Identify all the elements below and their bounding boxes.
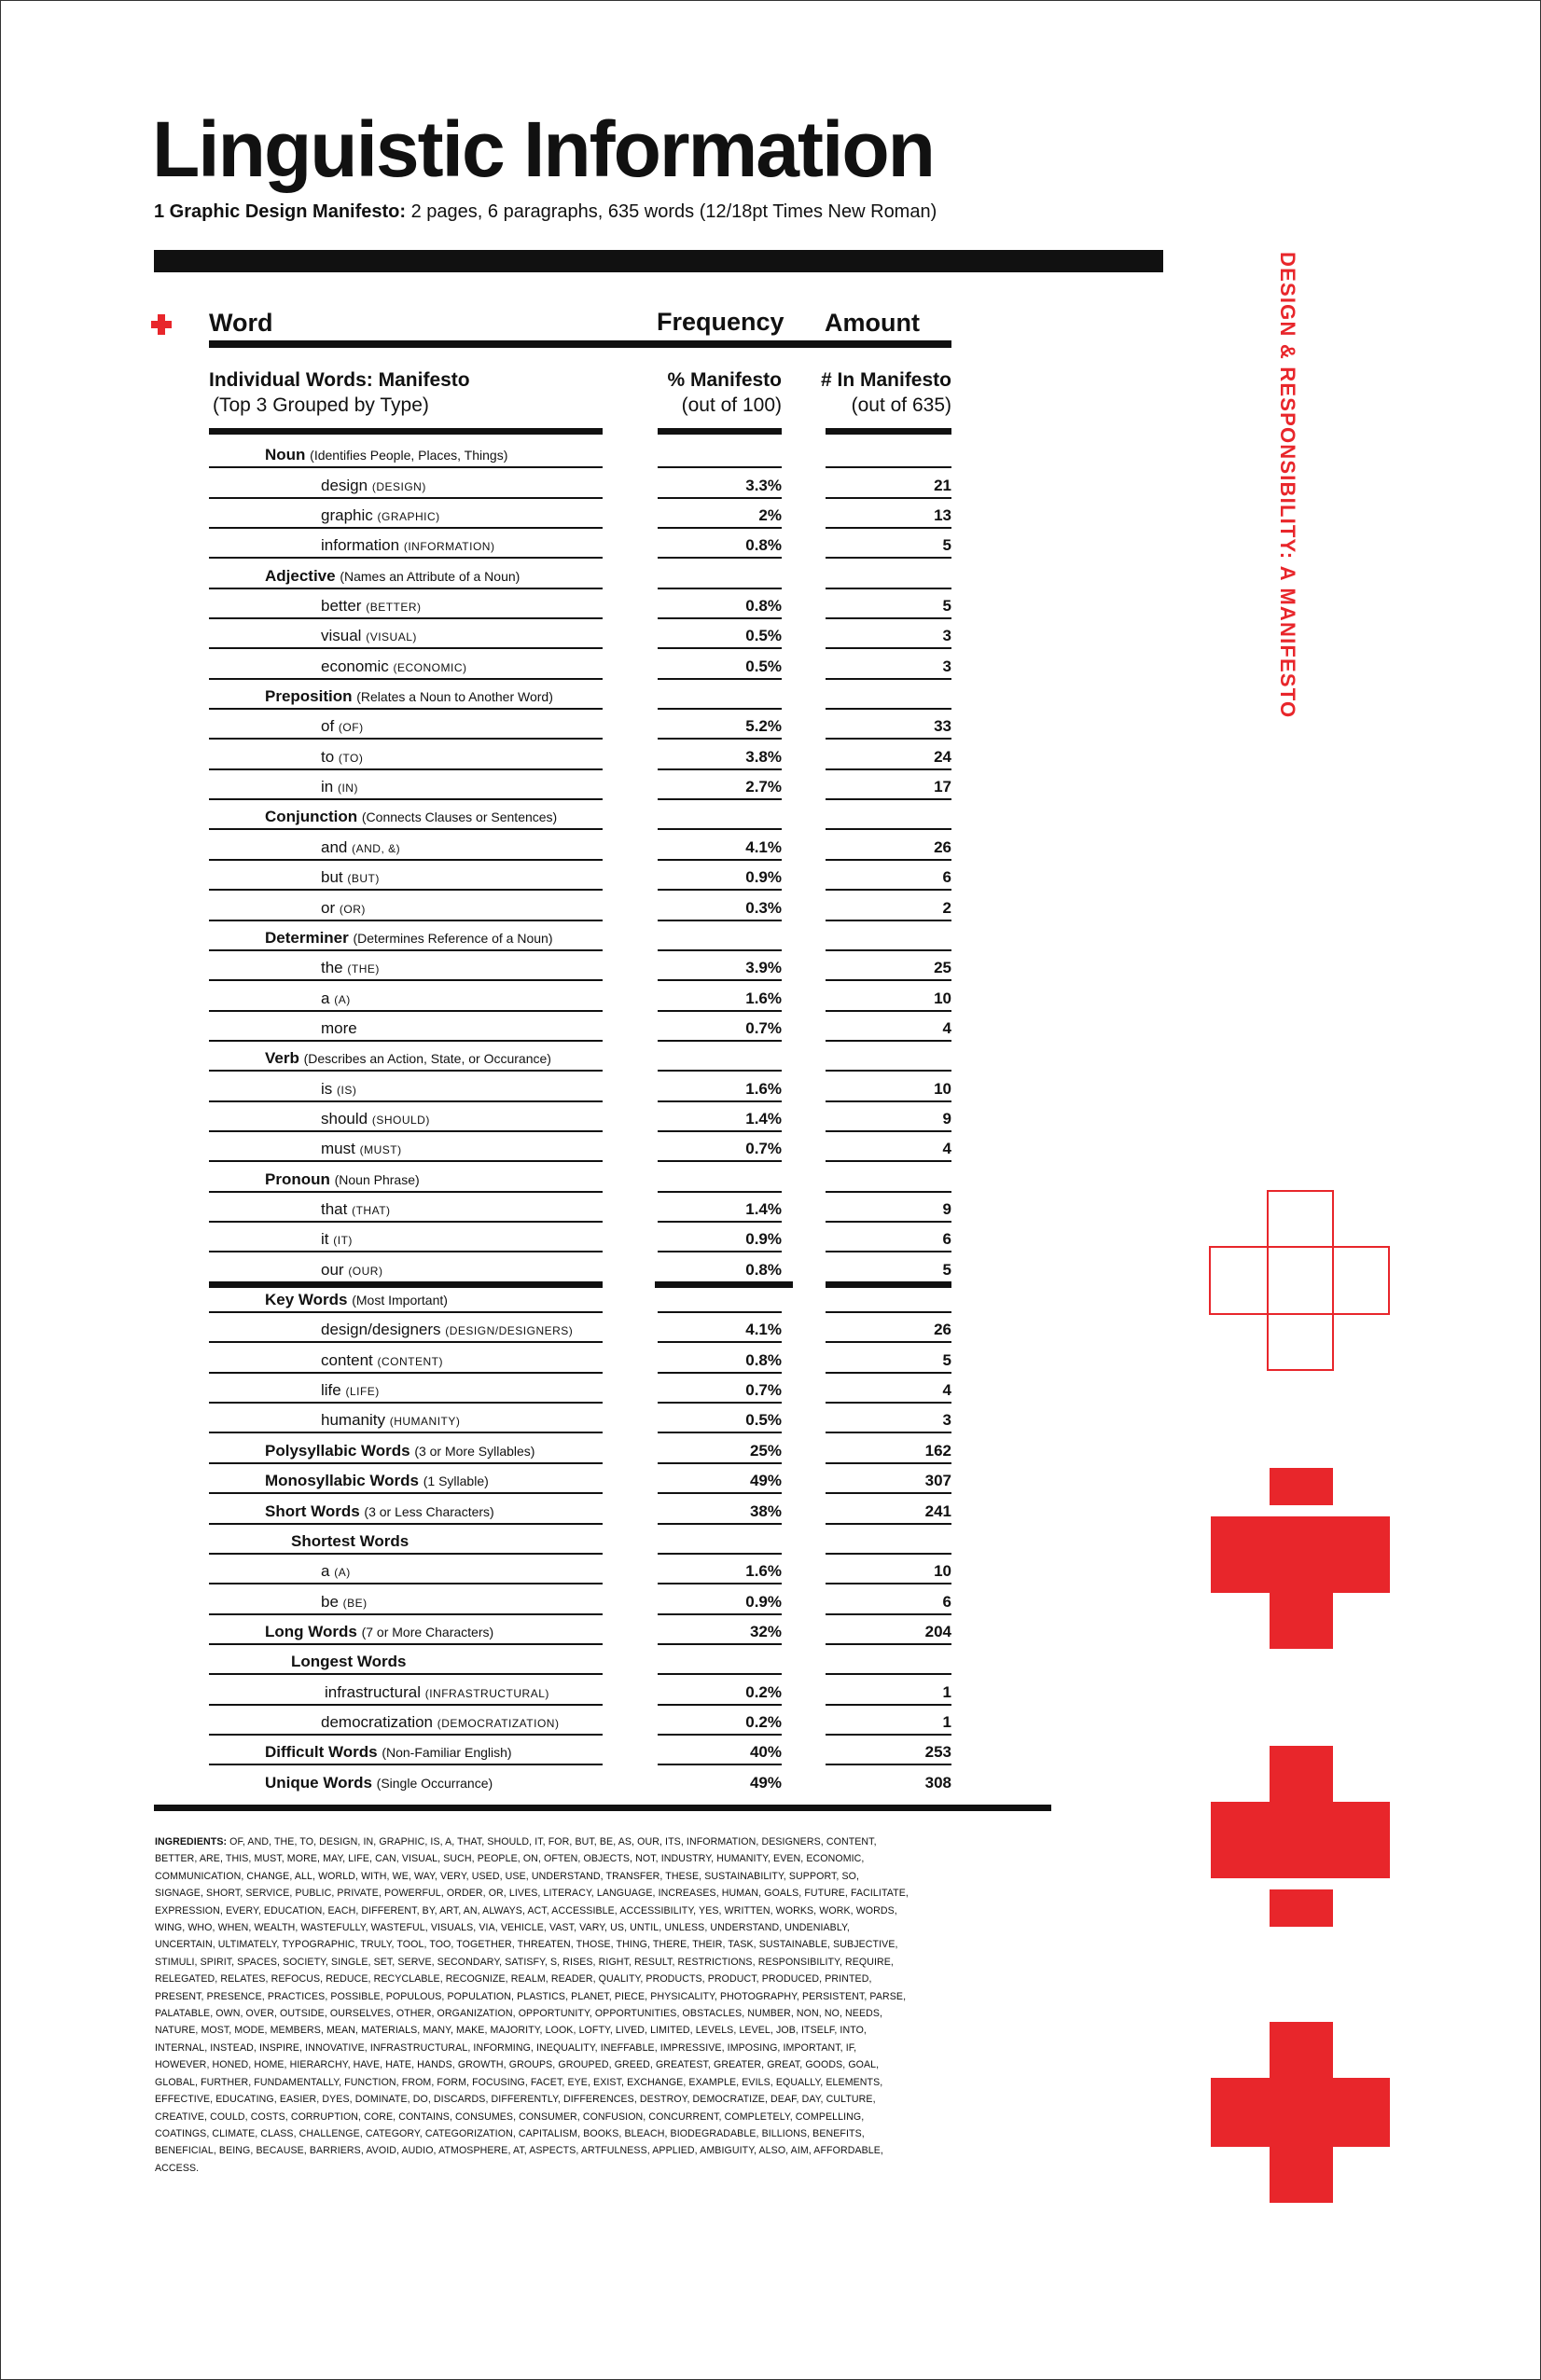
word-name: but: [321, 868, 343, 887]
amount-value: 6: [942, 1592, 951, 1611]
subheader-amount: [802, 367, 951, 419]
table-row: [0, 680, 961, 710]
word-name: Polysyllabic Words: [265, 1441, 410, 1460]
row-label: [321, 838, 400, 857]
table-row: [0, 1344, 961, 1374]
word-description: (Single Occurrance): [376, 1775, 493, 1791]
percent-value: 49%: [749, 1773, 782, 1792]
subheader-word-title: Individual Words: Manifesto: [209, 369, 470, 391]
subtitle-bold: 1 Graphic Design Manifesto:: [154, 201, 407, 222]
percent-value: 0.8%: [745, 597, 782, 616]
word-name: to: [321, 747, 335, 766]
row-label: [321, 1080, 356, 1099]
table-row: [0, 1555, 961, 1584]
table-row: [0, 559, 961, 588]
word-name: more: [321, 1018, 357, 1037]
row-label: [321, 1593, 368, 1612]
word-description: (1 Syllable): [423, 1474, 489, 1489]
table-row: [0, 861, 961, 891]
amount-value: 10: [934, 989, 951, 1007]
percent-value: 49%: [749, 1472, 782, 1490]
percent-value: 0.8%: [745, 1350, 782, 1369]
table-row: [0, 1494, 961, 1524]
table-row: [0, 1223, 961, 1252]
table-row: [0, 770, 961, 800]
table-row: [0, 800, 961, 830]
word-name: is: [321, 1079, 333, 1098]
word-description: (Noun Phrase): [334, 1171, 420, 1187]
header-rule: [209, 340, 951, 348]
percent-value: 5.2%: [745, 717, 782, 736]
word-form: (DESIGN): [371, 479, 426, 493]
subheader-frequency: [653, 367, 782, 419]
amount-value: 6: [942, 1230, 951, 1249]
row-label: [321, 1351, 443, 1370]
percent-value: 1.4%: [745, 1109, 782, 1128]
row-label: [265, 1170, 420, 1189]
table-row: [0, 1313, 961, 1343]
section-rule-amount: [826, 428, 951, 435]
table-row: [0, 1434, 961, 1464]
amount-value: 21: [934, 476, 951, 494]
percent-value: 4.1%: [745, 1321, 782, 1339]
table-row: [0, 831, 961, 861]
word-name: Adjective: [265, 566, 336, 585]
word-form: (DESIGN/DESIGNERS): [445, 1324, 574, 1338]
row-label: [321, 1140, 402, 1158]
word-name: and: [321, 837, 348, 856]
word-form: (OR): [339, 902, 366, 916]
side-title: [1273, 252, 1305, 718]
word-form: (THE): [347, 962, 380, 976]
amount-value: 10: [934, 1562, 951, 1581]
row-label: [291, 1653, 406, 1671]
row-label: [265, 929, 553, 948]
word-name: that: [321, 1200, 348, 1219]
word-form: (BUT): [347, 872, 380, 886]
percent-value: 25%: [749, 1441, 782, 1460]
table-row: [0, 710, 961, 740]
word-form: (CONTENT): [377, 1354, 443, 1368]
row-label: [321, 597, 422, 616]
table-row: [0, 438, 961, 468]
percent-value: 2.7%: [745, 778, 782, 796]
row-label: [321, 1019, 357, 1038]
amount-value: 241: [924, 1501, 951, 1520]
word-form: (SHOULD): [371, 1113, 430, 1127]
row-label: [291, 1532, 409, 1551]
table-row: [0, 740, 961, 770]
word-name: Difficult Words: [265, 1743, 378, 1762]
table-row: [0, 1675, 961, 1705]
word-name: the: [321, 959, 343, 977]
word-name: Unique Words: [265, 1773, 372, 1792]
table-row: [0, 1765, 961, 1795]
table-row: [0, 1132, 961, 1162]
percent-value: 1.6%: [745, 1562, 782, 1581]
table-row: [0, 921, 961, 951]
word-form: (DEMOCRATIZATION): [437, 1716, 560, 1730]
word-form: (MUST): [359, 1143, 402, 1157]
word-form: (GRAPHIC): [377, 509, 440, 523]
amount-value: 1: [942, 1712, 951, 1731]
amount-value: 253: [924, 1743, 951, 1762]
ingredients-label: INGREDIENTS:: [155, 1836, 228, 1847]
word-description: (7 or More Characters): [361, 1624, 494, 1640]
table-row: [0, 499, 961, 529]
amount-value: 3: [942, 627, 951, 645]
table-row: [0, 1283, 961, 1313]
percent-value: 1.4%: [745, 1200, 782, 1219]
percent-value: 1.6%: [745, 989, 782, 1007]
subheader-frequency-title: % Manifesto: [667, 369, 782, 391]
row-label: [321, 899, 366, 918]
percent-value: 0.8%: [745, 536, 782, 555]
table-row: [0, 1072, 961, 1101]
percent-value: 0.8%: [745, 1260, 782, 1279]
table-row: [0, 1525, 961, 1555]
percent-value: 0.7%: [745, 1140, 782, 1158]
row-label: [265, 1049, 551, 1068]
red-plus-icon: [151, 314, 172, 335]
subheader-frequency-note: (out of 100): [681, 394, 782, 417]
percent-value: 38%: [749, 1501, 782, 1520]
amount-value: 5: [942, 1260, 951, 1279]
row-label: [321, 1261, 382, 1280]
page-subtitle: [154, 201, 937, 223]
row-label: [265, 808, 557, 826]
amount-value: 3: [942, 657, 951, 675]
row-label: [321, 1200, 391, 1219]
row-label: [321, 536, 494, 555]
row-label: [321, 657, 467, 676]
table-row: [0, 981, 961, 1011]
red-cross-icon-2: [1211, 1746, 1390, 1927]
amount-value: 4: [942, 1140, 951, 1158]
word-name: or: [321, 898, 336, 917]
word-name: information: [321, 536, 400, 555]
table-row: [0, 1464, 961, 1494]
row-label: [321, 748, 363, 767]
word-name: Preposition: [265, 687, 353, 706]
word-description: (Describes an Action, State, or Occurance): [303, 1051, 551, 1067]
amount-value: 6: [942, 868, 951, 887]
word-name: better: [321, 597, 362, 616]
amount-value: 204: [924, 1622, 951, 1640]
amount-value: 2: [942, 898, 951, 917]
table-row: [0, 1615, 961, 1645]
row-label: [321, 989, 351, 1008]
word-name: Long Words: [265, 1622, 357, 1640]
word-name: in: [321, 778, 334, 796]
table-row: [0, 1404, 961, 1433]
table-row: [0, 1736, 961, 1765]
amount-value: 25: [934, 959, 951, 977]
word-name: humanity: [321, 1411, 385, 1430]
word-name: Determiner: [265, 928, 349, 947]
word-description: (Connects Clauses or Sentences): [361, 809, 558, 825]
table-row: [0, 891, 961, 920]
percent-value: 0.5%: [745, 627, 782, 645]
row-label: [265, 446, 507, 464]
percent-value: 0.9%: [745, 1230, 782, 1249]
word-form: (OUR): [348, 1264, 383, 1278]
word-description: (Non-Familiar English): [382, 1745, 512, 1761]
table-row: [0, 529, 961, 559]
word-form: (IT): [333, 1234, 353, 1248]
amount-value: 3: [942, 1411, 951, 1430]
word-form: (IN): [337, 782, 358, 796]
amount-value: 5: [942, 597, 951, 616]
word-form: (THAT): [352, 1204, 391, 1218]
row-label: [321, 868, 380, 887]
percent-value: 1.6%: [745, 1079, 782, 1098]
word-name: democratization: [321, 1712, 434, 1731]
word-description: (3 or Less Characters): [364, 1503, 494, 1519]
amount-value: 9: [942, 1109, 951, 1128]
word-name: Key Words: [265, 1291, 348, 1309]
word-name: life: [321, 1381, 341, 1400]
amount-value: 33: [934, 717, 951, 736]
word-form: (A): [334, 1566, 351, 1580]
table-row: [0, 951, 961, 981]
word-form: (BETTER): [366, 601, 422, 615]
word-name: economic: [321, 657, 389, 675]
row-label: [321, 1562, 351, 1581]
percent-value: 0.9%: [745, 868, 782, 887]
word-form: (INFRASTRUCTURAL): [424, 1686, 549, 1700]
word-name: Conjunction: [265, 808, 358, 826]
table-row: [0, 1374, 961, 1404]
row-label: [265, 1291, 448, 1309]
percent-value: 0.5%: [745, 1411, 782, 1430]
row-label: [321, 477, 426, 495]
percent-value: 3.3%: [745, 476, 782, 494]
percent-value: 2%: [758, 505, 782, 524]
row-label: [321, 717, 364, 736]
word-name: infrastructural: [325, 1682, 421, 1701]
top-rule: [154, 250, 1163, 272]
row-label: [321, 1713, 559, 1732]
subheader-word-note: (Top 3 Grouped by Type): [213, 394, 429, 417]
word-name: Noun: [265, 446, 306, 464]
word-form: (IS): [337, 1083, 357, 1097]
word-name: must: [321, 1140, 355, 1158]
amount-value: 24: [934, 747, 951, 766]
percent-value: 4.1%: [745, 837, 782, 856]
table-row: [0, 619, 961, 649]
row-label: [265, 1774, 493, 1792]
table-row: [0, 649, 961, 679]
amount-value: 10: [934, 1079, 951, 1098]
word-name: graphic: [321, 505, 373, 524]
word-name: a: [321, 1562, 330, 1581]
word-form: (BE): [342, 1596, 368, 1610]
header-frequency: Frequency: [657, 308, 784, 336]
word-name: it: [321, 1230, 329, 1249]
amount-value: 4: [942, 1381, 951, 1400]
percent-value: 3.8%: [745, 747, 782, 766]
word-name: Longest Words: [291, 1653, 407, 1671]
table-row: [0, 1584, 961, 1614]
table-row: [0, 1706, 961, 1736]
page-title: Linguistic Information: [152, 105, 934, 193]
word-name: visual: [321, 627, 362, 645]
section-rule-frequency: [658, 428, 782, 435]
word-name: of: [321, 717, 335, 736]
amount-value: 4: [942, 1018, 951, 1037]
bottom-rule: [154, 1805, 1051, 1811]
table-row: [0, 589, 961, 619]
word-name: Shortest Words: [291, 1531, 410, 1550]
table-row: [0, 1102, 961, 1132]
word-form: (A): [334, 992, 351, 1006]
word-name: Short Words: [265, 1501, 360, 1520]
word-name: should: [321, 1109, 368, 1128]
amount-value: 26: [934, 1321, 951, 1339]
word-name: Verb: [265, 1049, 299, 1068]
table-row: [0, 1042, 961, 1072]
percent-value: 40%: [749, 1743, 782, 1762]
word-name: our: [321, 1260, 344, 1279]
amount-value: 17: [934, 778, 951, 796]
percent-value: 0.3%: [745, 898, 782, 917]
header-word: Word: [209, 309, 273, 337]
amount-value: 307: [924, 1472, 951, 1490]
table-row: [0, 468, 961, 498]
row-label: [265, 1442, 534, 1460]
word-description: (Relates a Noun to Another Word): [356, 689, 553, 705]
row-label: [265, 1472, 489, 1490]
word-name: a: [321, 989, 330, 1007]
percent-value: 0.7%: [745, 1381, 782, 1400]
row-label: [321, 1230, 353, 1249]
row-label: [321, 959, 380, 977]
subheader-amount-title: # In Manifesto: [820, 369, 951, 391]
row-label: [265, 567, 520, 586]
row-label: [325, 1683, 549, 1702]
row-label: [321, 627, 417, 645]
amount-value: 9: [942, 1200, 951, 1219]
side-title-text: DESIGN & RESPONSIBILITY: A MANIFESTO: [1276, 252, 1299, 719]
outline-cross-icon: [1209, 1190, 1390, 1371]
table-row: [0, 1645, 961, 1675]
percent-value: 0.9%: [745, 1592, 782, 1611]
percent-value: 0.2%: [745, 1682, 782, 1701]
percent-value: 3.9%: [745, 959, 782, 977]
word-form: (OF): [338, 721, 364, 735]
percent-value: 0.7%: [745, 1018, 782, 1037]
row-label: [321, 1110, 430, 1128]
word-name: Pronoun: [265, 1169, 330, 1188]
row-label: [265, 1623, 493, 1641]
red-cross-icon-3: [1211, 2022, 1390, 2203]
word-description: (Determines Reference of a Noun): [353, 930, 553, 946]
table-row: [0, 1012, 961, 1042]
word-name: content: [321, 1350, 373, 1369]
word-form: (LIFE): [345, 1385, 380, 1399]
percent-value: 0.5%: [745, 657, 782, 675]
subheader-word: [209, 367, 470, 419]
word-name: Monosyllabic Words: [265, 1472, 419, 1490]
ingredients-text: OF, AND, THE, TO, DESIGN, IN, GRAPHIC, IS, A, THAT, SHOULD, IT, FOR, BUT, BE, AS, OUR, ITS, INFORMATION, DESIGNERS, CONTENT, BETTER, ARE, THIS, MUST, MORE, MAY, LIFE, CAN, VISUAL, SUCH, PEOPLE, ON, OFTEN, OBJECTS, NOT, INDUSTRY, HUMANITY, EVEN, ECONOMIC, COMMUNICATION, CHANGE, ALL, WORLD, WITH, WE, WAY, VERY, USED, USE, UNDERSTAND, TRANSFER, THESE, SUSTAINABILITY, SUPPORT, SO, SIGNAGE, SHORT, SERVICE, PUBLIC, PRIVATE, POWERFUL, ORDER, OR, LIVES, LITERACY, LANGUAGE, INCREASES, HUMAN, GOALS, FUTURE, FACILITATE, EXPRESSION, EVERY, EDUCATION, EACH, DIFFERENT, BY, ART, AN, ALWAYS, ACT, ACCESSIBLE, ACCESSIBILITY, YES, WRITTEN, WORKS, WORK, WORDS, WING, WHO, WHEN, WEALTH, WASTEFULLY, WASTEFUL, VISUALS, VIA, VEHICLE, VAST, VARY, US, UNTIL, UNLESS, UNDERSTAND, UNDENIABLY, UNCERTAIN, ULTIMATELY, TYPOGRAPHIC, TRULY, TOOL, TOO, TOGETHER, THREATEN, THOSE, THING, THERE, THEIR, TASK, SUSTAINABLE, SUBJECTIVE, STIMULI, SPIRIT, SPACES, SOCIETY, SINGLE, SET, SERVE, SECONDARY, SATISFY, S, RISES, RIGHT, RESULT, RESTRICTIONS, RESPONSIBILITY, REQUIRE, RELEGATED, RELATES, REFOCUS, REDUCE, RECYCLABLE, RECOGNIZE, REALM, READER, QUALITY, PRODUCTS, PRODUCT, PRODUCED, PRINTED, PRESENT, PRESENCE, PRACTICES, POSSIBLE, POPULOUS, POPULATION, PLASTICS, PLANET, PIECE, PHYSICALITY, PHOTOGRAPHY, PERSISTENT, PARSE, PALATABLE, OWN, OVER, OUTSIDE, OURSELVES, OTHER, ORGANIZATION, OPPORTUNITY, OPPORTUNITIES, OBSTACLES, NUMBER, NON, NO, NEEDS, NATURE, MOST, MODE, MEMBERS, MEAN, MATERIALS, MANY, MAKE, MAJORITY, LOOK, LOFTY, LIVED, LIMITED, LEVELS, LEVEL, JOB, ITSELF, INTO, INTERNAL, INSTEAD, INSPIRE, INNOVATIVE, INFRASTRUCTURAL, INFORMING, INEQUALITY, INEFFABLE, IMPRESSIVE, IMPOSING, IMPORTANT, IF, HOWEVER, HONED, HOME, HIERARCHY, HAVE, HATE, HANDS, GROWTH, GROUPS, GROUPED, GREED, GREATEST, GREATER, GREAT, GOODS, GOAL, GLOBAL, FURTHER, FUNDAMENTALLY, FUNCTION, FROM, FORM, FOCUSING, FACET, EYE, EXIST, EXCHANGE, EXAMPLE, EVILS, EQUALLY, ELEMENTS, EFFECTIVE, EDUCATING, EASIER, DYES, DOMINATE, DO, DISCARDS, DIFFERENTLY, DIFFERENCES, DESTROY, DEMOCRATIZE, DEAF, DAY, CULTURE, CREATIVE, COULD, COSTS, CORRUPTION, CORE, CONTAINS, CONSUMES, CONSUMER, CONFUSION, CONCURRENT, COMPLETELY, COMPELLING, COATINGS, CLIMATE, CLASS, CHALLENGE, CATEGORY, CATEGORIZATION, CAPITALISM, BOOKS, BLEACH, BIODEGRADABLE, BILLIONS, BENEFITS, BENEFICIAL, BEING, BECAUSE, BARRIERS, AVOID, AUDIO, ATMOSPHERE, AT, ASPECTS, ARTFULNESS, APPLIED, AMBIGUITY, ALSO, AIM, AFFORDABLE, ACCESS.: [155, 1836, 909, 2174]
word-name: be: [321, 1592, 339, 1611]
row-label: [321, 1411, 460, 1430]
amount-value: 5: [942, 1350, 951, 1369]
header-amount: Amount: [825, 309, 920, 337]
word-form: (AND, &): [352, 841, 401, 855]
percent-value: 32%: [749, 1622, 782, 1640]
red-cross-icon-1: [1211, 1468, 1390, 1649]
row-label: [321, 1321, 573, 1339]
subtitle-rest: 2 pages, 6 paragraphs, 635 words (12/18pt Times New Roman): [406, 201, 937, 222]
ingredients-list: [155, 1833, 910, 2177]
word-form: (INFORMATION): [403, 540, 495, 554]
word-description: (Most Important): [352, 1293, 448, 1308]
table-row: [0, 1252, 961, 1282]
amount-value: 1: [942, 1682, 951, 1701]
word-description: (Identifies People, Places, Things): [310, 448, 508, 464]
amount-value: 13: [934, 505, 951, 524]
word-form: (TO): [338, 751, 364, 765]
row-label: [321, 778, 358, 796]
row-label: [265, 1502, 494, 1521]
word-name: design/designers: [321, 1321, 441, 1339]
percent-value: 0.2%: [745, 1712, 782, 1731]
word-name: design: [321, 476, 368, 494]
amount-value: 308: [924, 1773, 951, 1792]
table-row: [0, 1193, 961, 1223]
amount-value: 5: [942, 536, 951, 555]
word-form: (ECONOMIC): [393, 660, 467, 674]
amount-value: 26: [934, 837, 951, 856]
table-row: [0, 1162, 961, 1192]
row-label: [321, 1381, 380, 1400]
subheader-amount-note: (out of 635): [851, 394, 951, 417]
word-description: (Names an Attribute of a Noun): [340, 568, 521, 584]
word-form: (VISUAL): [366, 630, 417, 644]
row-label: [265, 1743, 512, 1762]
row-label: [265, 687, 553, 706]
amount-value: 162: [924, 1441, 951, 1460]
row-label: [321, 506, 440, 525]
section-rule-word: [209, 428, 603, 435]
word-description: (3 or More Syllables): [414, 1443, 535, 1459]
word-form: (HUMANITY): [389, 1415, 461, 1429]
